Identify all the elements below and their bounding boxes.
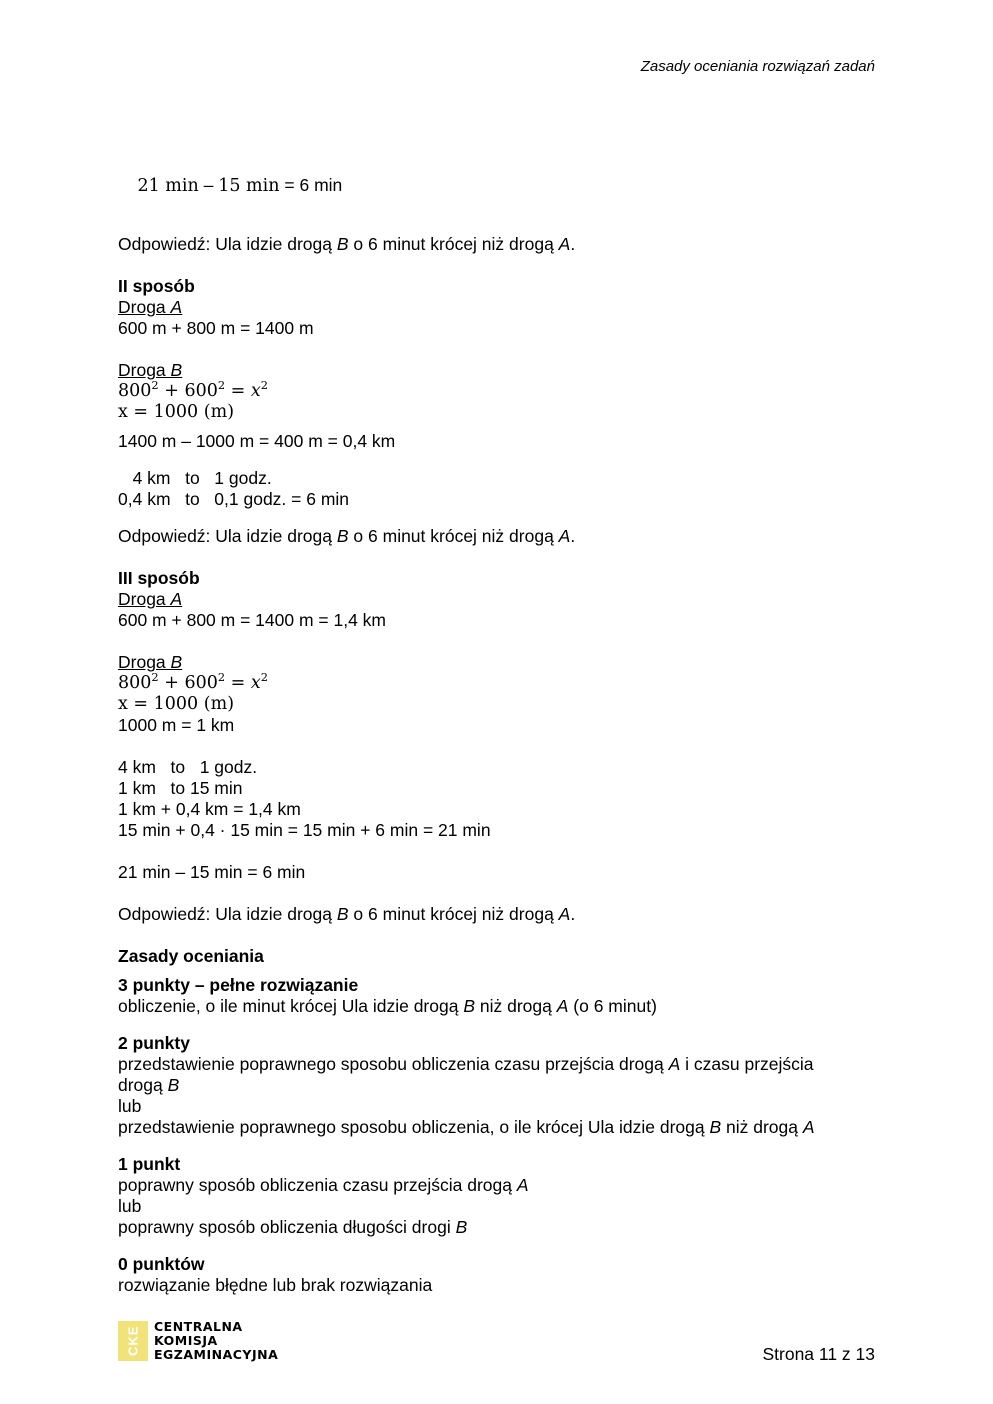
page-number: Strona 11 z 13	[762, 1344, 875, 1364]
score-3-title: 3 punkty – pełne rozwiązanie	[118, 975, 359, 995]
answer-line-3: Odpowiedź: Ula idzie drogą B o 6 minut krócej niż drogą A.	[118, 904, 576, 924]
score-2-text-1b: drogą B	[118, 1075, 180, 1095]
method-3-title: III sposób	[118, 568, 200, 588]
calc-line-3: 1 km + 0,4 km = 1,4 km	[118, 799, 301, 819]
page-header-title: Zasady oceniania rozwiązań zadań	[640, 58, 875, 75]
road-a-label: Droga A	[118, 297, 183, 317]
grading-rules-title: Zasady oceniania	[118, 946, 264, 966]
calc-line-4: 15 min + 0,4 · 15 min = 15 min + 6 min = 21 min	[118, 820, 491, 840]
time-difference-line: 21 min – 15 min = 6 min	[137, 175, 343, 196]
score-2-text-2: przedstawienie poprawnego sposobu obliczenia, o ile krócej Ula idzie drogą B niż drogą A	[118, 1117, 815, 1137]
answer-line-2: Odpowiedź: Ula idzie drogą B o 6 minut krócej niż drogą A.	[118, 526, 576, 546]
score-2-title: 2 punkty	[118, 1033, 190, 1053]
road-a-sum: 600 m + 800 m = 1400 m	[118, 318, 314, 338]
proportion-line-2: 0,4 km to 0,1 godz. = 6 min	[118, 489, 350, 509]
x-value-3: x = 1000 (m)	[118, 694, 235, 714]
score-3-text: obliczenie, o ile minut krócej Ula idzie drogą B niż drogą A (o 6 minut)	[118, 996, 657, 1016]
score-1-text-1: poprawny sposób obliczenia czasu przejścia drogą A	[118, 1175, 529, 1195]
time-result: 6 min	[299, 175, 343, 195]
pythagoras-equation-3: $800^2 + 600^2 = x^2$	[118, 670, 268, 693]
pythagoras-equation: $800^2 + 600^2 = x^2$	[118, 378, 268, 401]
proportion-line-1: 4 km to 1 godz.	[118, 468, 272, 488]
score-0-title: 0 punktów	[118, 1254, 205, 1274]
or-separator: lub	[118, 1096, 142, 1116]
calc-line-1: 4 km to 1 godz.	[118, 757, 258, 777]
cke-logo	[118, 1320, 278, 1362]
time-a: 21 min	[137, 176, 199, 196]
road-b-label-3: Droga B	[118, 652, 183, 672]
distance-difference: 1400 m – 1000 m = 400 m = 0,4 km	[118, 431, 396, 451]
cke-logo-text: CENTRALNA KOMISJA EGZAMINACYJNA	[154, 1319, 279, 1362]
score-1-text-2: poprawny sposób obliczenia długości drogi B	[118, 1217, 468, 1237]
road-a-label-3: Droga A	[118, 589, 183, 609]
road-a-sum-3: 600 m + 800 m = 1400 m = 1,4 km	[118, 610, 386, 630]
road-b-label: Droga B	[118, 360, 183, 380]
calc-line-2: 1 km to 15 min	[118, 778, 243, 798]
score-2-text-1: przedstawienie poprawnego sposobu obliczenia czasu przejścia drogą A i czasu przejścia	[118, 1054, 814, 1074]
answer-line-1: Odpowiedź: Ula idzie drogą B o 6 minut krócej niż drogą A.	[118, 234, 576, 254]
time-difference-3: 21 min – 15 min = 6 min	[118, 862, 306, 882]
km-conversion: 1000 m = 1 km	[118, 715, 235, 735]
method-2-title: II sposób	[118, 276, 195, 296]
time-b: 15 min	[218, 176, 280, 196]
cke-logo-mark: CKE	[118, 1321, 148, 1361]
score-1-title: 1 punkt	[118, 1154, 181, 1174]
x-value: x = 1000 (m)	[118, 402, 235, 422]
score-0-text: rozwiązanie błędne lub brak rozwiązania	[118, 1275, 433, 1295]
document-body	[118, 154, 878, 1296]
or-separator-2: lub	[118, 1196, 142, 1216]
